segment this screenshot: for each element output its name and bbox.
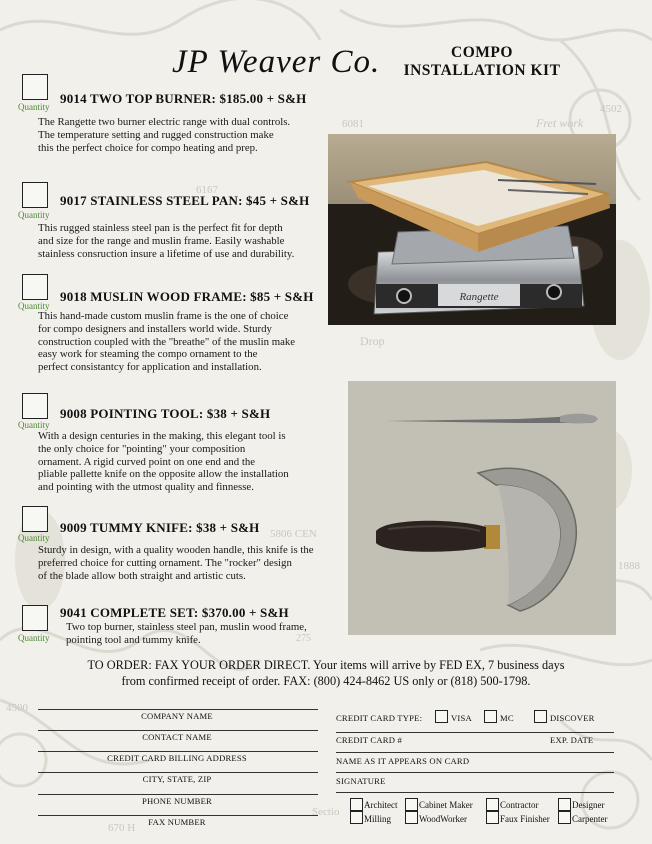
carpenter-label: Carpenter <box>572 814 608 824</box>
quantity-label: Quantity <box>18 633 50 643</box>
company-logo: JP Weaver Co. <box>172 44 381 80</box>
signature-field[interactable] <box>336 772 614 773</box>
contact-name-label: CONTACT NAME <box>142 732 212 742</box>
architect-checkbox[interactable] <box>350 798 363 811</box>
discover-label: DISCOVER <box>550 713 595 723</box>
tools-photo <box>348 381 616 635</box>
woodworker-label: WoodWorker <box>419 814 468 824</box>
phone-number-label: PHONE NUMBER <box>142 796 212 806</box>
signature-label: SIGNATURE <box>336 776 386 786</box>
card-number-field[interactable] <box>336 732 614 733</box>
card-type-label: CREDIT CARD TYPE: <box>336 713 423 723</box>
bg-label: 6167 <box>196 184 218 196</box>
product-description-9008: With a design centuries in the making, this elegant tool is the only choice for "pointing" your composition ornament. A rigid curved point on one end and the pliable pallette knife on the opposite allow the installation and pointing with the utmost quality and finnesse. <box>38 430 289 494</box>
contact-name-field[interactable] <box>38 730 318 731</box>
signature-line <box>336 792 614 793</box>
order-instructions-line-1: TO ORDER: FAX YOUR ORDER DIRECT. Your items will arrive by FED EX, 7 business days <box>87 658 565 672</box>
quantity-label: Quantity <box>18 301 50 311</box>
exp-date-label: EXP. DATE <box>550 735 594 745</box>
bg-label: 6081 <box>342 118 364 130</box>
bg-label: Fret work <box>536 116 584 130</box>
title-line-2: INSTALLATION KIT <box>403 62 561 79</box>
carpenter-checkbox[interactable] <box>558 811 571 824</box>
burner-kit-photo <box>328 134 616 325</box>
architect-label: Architect <box>364 800 398 810</box>
quantity-label: Quantity <box>18 102 50 112</box>
bg-label: 4502 <box>600 103 622 115</box>
quantity-input-9018[interactable] <box>22 274 48 300</box>
bg-label: 5806 CEN <box>270 528 317 540</box>
name-on-card-label: NAME AS IT APPEARS ON CARD <box>336 756 470 766</box>
woodworker-checkbox[interactable] <box>405 811 418 824</box>
company-name-label: COMPANY NAME <box>141 711 213 721</box>
contractor-label: Contractor <box>500 800 539 810</box>
bg-label: 1888 <box>618 560 640 572</box>
fax-number-label: FAX NUMBER <box>148 817 206 827</box>
fax-number-field[interactable] <box>38 815 318 816</box>
product-title-9017: 9017 STAINLESS STEEL PAN: $45 + S&H <box>60 193 310 208</box>
discover-checkbox[interactable] <box>534 710 547 723</box>
product-title-9014: 9014 TWO TOP BURNER: $185.00 + S&H <box>60 91 307 106</box>
faux-finisher-label: Faux Finisher <box>500 814 550 824</box>
card-number-label: CREDIT CARD # <box>336 735 402 745</box>
city-state-zip-field[interactable] <box>38 772 318 773</box>
quantity-label: Quantity <box>18 420 50 430</box>
quantity-label: Quantity <box>18 533 50 543</box>
product-title-9009: 9009 TUMMY KNIFE: $38 + S&H <box>60 520 260 535</box>
billing-address-label: CREDIT CARD BILLING ADDRESS <box>107 753 247 763</box>
visa-checkbox[interactable] <box>435 710 448 723</box>
product-title-9008: 9008 POINTING TOOL: $38 + S&H <box>60 406 271 421</box>
mc-label: MC <box>500 713 514 723</box>
product-description-9017: This rugged stainless steel pan is the perfect fit for depth and size for the range and muslin frame. Easily washable stainless consruction insure a lifetime of use and durability. <box>38 222 295 260</box>
title-line-1: COMPO <box>451 44 513 61</box>
phone-number-field[interactable] <box>38 794 318 795</box>
bg-label: Sectio <box>312 806 340 818</box>
product-description-9014: The Rangette two burner electric range with dual controls. The temperature setting and rugged construction make this the perfect choice for compo heating and prep. <box>38 116 291 154</box>
product-title-9041: 9041 COMPLETE SET: $370.00 + S&H <box>60 605 289 620</box>
bg-label: 670 H <box>108 822 136 834</box>
product-description-9009: Sturdy in design, with a quality wooden handle, this knife is the preferred choice for cutting ornament. The "rocker" design of the blade allow both straight and artistic cuts. <box>38 544 314 582</box>
designer-checkbox[interactable] <box>558 798 571 811</box>
quantity-input-9017[interactable] <box>22 182 48 208</box>
company-name-field[interactable] <box>38 709 318 710</box>
quantity-input-9008[interactable] <box>22 393 48 419</box>
bg-label: Drop <box>360 334 385 348</box>
quantity-input-9041[interactable] <box>22 605 48 631</box>
city-state-zip-label: CITY, STATE, ZIP <box>142 774 212 784</box>
visa-label: VISA <box>451 713 472 723</box>
bg-label: 4500 <box>6 702 28 714</box>
milling-checkbox[interactable] <box>350 811 363 824</box>
product-title-9018: 9018 MUSLIN WOOD FRAME: $85 + S&H <box>60 289 314 304</box>
contractor-checkbox[interactable] <box>486 798 499 811</box>
product-description-9018: This hand-made custom muslin frame is the one of choice for compo designers and installers world wide. Sturdy construction coupled with the "breathe" of the muslin make easy work for steaming the compo ornament to the perfect consistantcy for application and installation. <box>38 310 296 374</box>
faux-finisher-checkbox[interactable] <box>486 811 499 824</box>
order-instructions-line-2: from confirmed receipt of order. FAX: (800) 424-8462 US only or (818) 500-1798. <box>121 674 531 688</box>
page-title <box>398 44 566 80</box>
quantity-input-9009[interactable] <box>22 506 48 532</box>
bg-label: 275 <box>296 633 311 644</box>
quantity-label: Quantity <box>18 210 50 220</box>
designer-label: Designer <box>572 800 605 810</box>
cabinet-maker-checkbox[interactable] <box>405 798 418 811</box>
rangette-label: Rangette <box>459 291 499 303</box>
cabinet-maker-label: Cabinet Maker <box>419 800 473 810</box>
mc-checkbox[interactable] <box>484 710 497 723</box>
quantity-input-9014[interactable] <box>22 74 48 100</box>
milling-label: Milling <box>364 814 392 824</box>
name-on-card-field[interactable] <box>336 752 614 753</box>
product-description-9041: Two top burner, stainless steel pan, muslin wood frame, pointing tool and tummy knife. <box>66 621 307 646</box>
billing-address-field[interactable] <box>38 751 318 752</box>
